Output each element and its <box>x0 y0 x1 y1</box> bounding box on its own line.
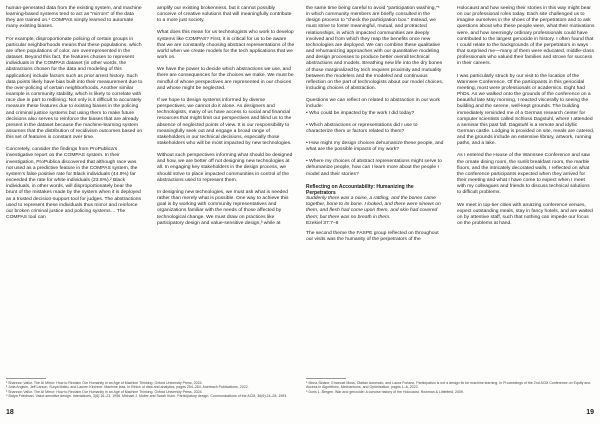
page-number: 18 <box>6 409 14 416</box>
paragraph: Without such perspectives informing what should be designed and how, we are better off not designing new technologies at all. In engaging key stakeholders in the design process, we should strive to place impacted communities in control of the abstractions used to represent them. <box>157 153 293 183</box>
paragraph: As I entered the House of the Wannsee Conference and saw the ornate dining room, the sunlit breakfast room, the marble floors, and the intricately decorated walls, I reflected on what the conference participants expected when they arrived for their meeting and what I have come to expect when I meet with my colleagues and friends to discuss technical solutions to difficult problems. <box>457 153 590 196</box>
paragraph: We meet in top-tier cities with amazing conference venues, expect outstanding meals, stay in fancy hotels, and are waited on by attentive staff, such that nothing can impede our focus on the problems at hand. <box>457 202 593 226</box>
left-column-1 <box>6 6 144 227</box>
footnote-divider <box>306 378 346 379</box>
paragraph: Holocaust and how seeing their stories in this way might bear on our professional roles today. Each site challenged us to imagine ourselves in the shoes of the perpetrators and to ask questions about who these people were, what their motivations were, and how seemingly ordinary professionals could have contributed to the largest genocide in history. I often found that I could relate to the backgrounds of the perpetrators in ways that surprised me—many of them were educated, middle-class professionals who valued their families and strove for success in their careers. <box>457 6 595 67</box>
paragraph: If we hope to design systems informed by diverse perspectives, we cannot do it alone. As designers and technologists, many of us have access to social and financial resources that might limit our perspectives and blind us to the absence of neglected points of view. It is our responsibility to meaningfully seek out and engage a broad range of stakeholders in our technical decisions, especially those stakeholders who will be most impacted by new technologies. <box>157 97 292 146</box>
bullet-item: • How might my design choices dehumanize these people, and what are the possible impacts of my work? <box>306 140 444 153</box>
left-column-2 <box>157 6 295 233</box>
bullet-item: • Where my choices of abstract representations might serve to dehumanize people, how can I learn more about the people I model and their stories? <box>306 159 442 177</box>
right-page <box>300 0 600 424</box>
footnote: ² Julia Angwin, Jeff Larson, Surya Mattu, and Lauren Kirchner. Machine bias. In Ethics of data and analytics, pages 254–264. Auerbach Publications, 2022. <box>6 385 249 390</box>
paragraph: What does this mean for us technologists who work to develop systems like COMPAS? First, it is critical for us to be aware that we are constantly choosing abstract representations of the world when we create models for the tech applications that we work on. <box>157 30 295 61</box>
quote-reference: Ezekiel 37:7–8 <box>306 220 339 226</box>
paragraph: We have the power to decide which abstractions we use, and there are consequences for the choices we make. We must be mindful of whose perspectives are represented in our choices and whose might be neglected. <box>157 67 294 91</box>
paragraph: amplify our existing brokenness, but it cannot possibly conceive of creative solutions that will meaningfully contribute to a more just society. <box>157 6 292 24</box>
bullet-item: • Which abstractions or representations did I use to characterize them or factors related to them? <box>306 122 418 134</box>
paragraph: human-generated data from the existing system, and machine learning-based systems tend to act as “mirrors” of the data they are trained on.¹ COMPAS simply learned to automate many existing biases. <box>6 6 142 30</box>
footnotes <box>306 381 594 394</box>
paragraph: Concretely, consider the findings from ProPublica’s investigative report on the COMPAS system. In their investigation, ProPublica discovered that although race was not used as a predictive feature in the COMPAS system, the system’s false positive rate for Black individuals (44.9%) far exceeded the rate for white individuals (23.5%).² Black individuals, in other words, will disproportionately bear the brunt of the mistakes made by the system when it is deployed as a trusted decision-support tool for judges. The abstractions used to represent these individuals thus mirror and reinforce our broken criminal justice and policing systems… The COMPAS tool can <box>6 147 141 220</box>
footnote: ⁵ Mona Sloane, Emanuel Moss, Olaitan Awomolo, and Laura Forlano. Participation is not a design fix for machine learning. In Proceedings of the 2nd ACM Conference on Equity and Access in Algorithms, Mechanisms, and Optimization, pages 1–6, 2022. <box>306 381 591 390</box>
paragraph: The second theme the FASPE group reflected on throughout our visits was the humanity of the perpetrators of the <box>306 230 439 243</box>
paragraph: Questions we can reflect on related to abstraction in our work include: <box>306 98 440 110</box>
bullet-item: • Who could be impacted by the work I did today? <box>306 110 415 116</box>
footnote: ³ Shannon Vallor. The AI Mirror: How to Reclaim Our Humanity in an Age of Machine Thinking. Oxford University Press, 2024. <box>6 389 203 394</box>
section-heading: Reflecting on Accountability: Humanizing the Perpetrators <box>306 183 414 196</box>
paragraph: the same time being careful to avoid “participation washing,”⁵ in which community members are briefly consulted in the design process to “check the participation box.” Instead, we must strive to foster meaningful, mutual, and protracted relationships, in which impacted communities are deeply involved and from which they reap the benefits once new technologies are deployed. We can combine these qualitative and rehumanizing approaches with our quantitative modeling and design processes to produce better overall technical abstractions and models. Breathing new life into the dry bones of those marginalized by tech requires proximity and mutuality between the modelers and the modeled and continuous reflection on the part of technologists about our model choices, including choices of abstraction. <box>306 6 444 92</box>
paragraph: In designing new technologies, we must ask what is needed rather than merely what is possible. One way to achieve this goal is by working with community representatives and organizations familiar with the needs of those affected by technological change. We must draw on practices like participatory design and value-sensitive design,³ while at <box>157 189 289 226</box>
footnote-divider <box>6 378 46 379</box>
right-column-2 <box>457 6 595 233</box>
paragraph: For example, disproportionate policing of certain groups in particular neighborhoods means that these populations, which are often populations of color, are overrepresented in the dataset. Beyond this fact, the features chosen to represent individuals in the COMPAS dataset (in other words, the abstractions chosen for the data and modeling of this application) include factors such as prior arrest history. Such data points likely have bias built into their measurement due to the over-policing of certain neighborhoods. Another similar example is community stability, which is likely to correlate with race due in part to redlining. Not only is it difficult to accurately measure these features due to existing biases in the policing and criminal justice systems but using them to make future decisions also serves to reinforce the biases that are already present in the dataset because the machine-learning system assumes that the distribution of recidivism outcomes based on this set of features is constant over time. <box>6 36 143 141</box>
paragraph: I was particularly struck by our visit to the location of the Wannsee Conference. Of the participants in this genocidal meeting, most were professionals or academics. Eight had PhDs. As we walked onto the grounds of the conference on a beautiful late May morning, I reacted viscerally to seeing the building and the serene, well-kept grounds. The building immediately reminded me of a German research center for computer scientists called Schloss Dagstuhl, where I attended a seminar this past fall. Dagstuhl is a remote and idyllic German castle. Lodging is provided on site, meals are catered, and the grounds include an extensive library, artwork, running paths, and a lake. <box>457 73 595 147</box>
footnote: ¹ Shannon Vallor. The AI Mirror: How to Reclaim Our Humanity in an Age of Machine Thinking. Oxford University Press, 2024. <box>6 381 203 385</box>
footnote: ⁴ Batya Friedman. Value-sensitive design. Interactions, 3(6):16–23, 1996. Michael J. Muller and Sarah Kuhn. Participatory design. Communications of the ACM, 36(6):24–28, 1993. <box>6 393 288 398</box>
page-number: 19 <box>586 409 594 416</box>
footnotes <box>6 381 294 398</box>
footnote: ⁶ Doris L. Bergen. War and genocide: A concise history of the Holocaust. Rowman & Littlefield, 2009. <box>306 389 464 394</box>
right-column-1 <box>306 6 444 249</box>
scripture-quote: Suddenly there was a noise, a rattling, and the bones came together, bone to its bone. I looked, and there were sinews on them, and flesh had come upon them, and skin had covered them; but there was no breath in them. <box>306 196 441 220</box>
